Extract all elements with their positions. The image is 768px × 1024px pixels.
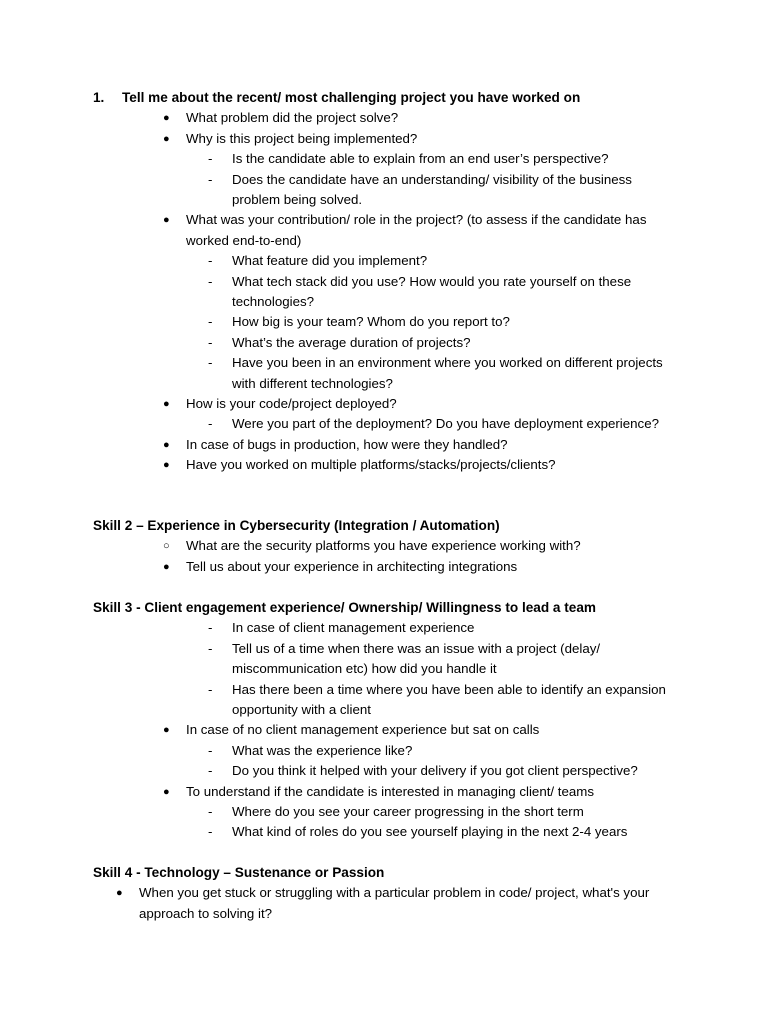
list-item (0, 435, 666, 455)
section-skill4 (0, 863, 768, 924)
item-text: Tell us about your experience in architecting integrations (186, 558, 518, 574)
sub-list-item (0, 333, 672, 353)
item-text: What tech stack did you use? How would you rate yourself on these technologies? (232, 273, 632, 310)
list-item (0, 394, 666, 414)
item-text: Were you part of the deployment? Do you have deployment experience? (232, 416, 659, 432)
sub-list-item (0, 312, 672, 332)
item-text: Where do you see your career progressing in the short term (232, 804, 584, 820)
bullet-marker: ● (163, 398, 170, 411)
bullet-marker: ● (163, 214, 170, 227)
item-text: What was your contribution/ role in the project? (to assess if the candidate has worked end-to-end) (186, 212, 647, 248)
sub-list-item (0, 353, 672, 394)
bullet-marker: ● (163, 438, 170, 451)
dash-marker: - (208, 681, 213, 697)
dash-marker: - (208, 253, 213, 269)
dash-marker: - (208, 416, 213, 432)
item-text: What kind of roles do you see yourself playing in the next 2-4 years (232, 824, 628, 840)
bullet-marker: ● (116, 887, 123, 900)
item-text: What are the security platforms you have experience working with? (186, 538, 581, 554)
list-item (0, 108, 666, 128)
item-text: Does the candidate have an understanding/ visibility of the business problem being solved. (232, 171, 632, 208)
item-text: Have you been in an environment where you worked on different projects with different technologies? (232, 355, 663, 391)
dash-marker: - (208, 824, 213, 840)
list-item (0, 557, 666, 577)
circle-marker: ○ (163, 540, 170, 553)
bullet-marker: ● (163, 785, 170, 798)
heading-text: Skill 4 - Technology – Sustenance or Passion (93, 865, 385, 880)
list-item (0, 455, 666, 475)
item-text: What was the experience like? (232, 742, 413, 758)
bullet-list (0, 108, 768, 475)
sub-list-item (0, 741, 672, 761)
heading-text: Tell me about the recent/ most challenging project you have worked on (122, 90, 581, 105)
sub-list-item (0, 761, 672, 781)
bullet-marker: ● (163, 112, 170, 125)
item-text: Has there been a time where you have been able to identify an expansion opportunity with a client (232, 681, 666, 718)
sub-list-item (0, 822, 672, 842)
bullet-list (0, 536, 768, 577)
dash-marker: - (208, 334, 213, 350)
item-text: Have you worked on multiple platforms/stacks/projects/clients? (186, 457, 556, 473)
item-text: What problem did the project solve? (186, 110, 399, 126)
dash-marker: - (208, 171, 213, 187)
sub-list-item (0, 802, 672, 822)
item-text: How is your code/project deployed? (186, 396, 397, 412)
heading-text: Skill 3 - Client engagement experience/ Ownership/ Willingness to lead a team (93, 600, 596, 615)
item-text: What’s the average duration of projects? (232, 334, 471, 350)
item-text: Tell us of a time when there was an issue with a project (delay/ miscommunication etc) how did you handle it (232, 640, 601, 677)
dash-marker: - (208, 273, 213, 289)
sub-list-item (0, 414, 672, 434)
section-q1 (0, 88, 768, 476)
list-item (0, 536, 666, 556)
sub-list-item (0, 618, 672, 638)
sub-list-item (0, 680, 672, 721)
dash-marker: - (208, 314, 213, 330)
item-text: In case of bugs in production, how were they handled? (186, 436, 508, 452)
item-text: To understand if the candidate is interested in managing client/ teams (186, 783, 595, 799)
list-item (0, 720, 666, 740)
bullet-marker: ● (163, 459, 170, 472)
list-item (0, 782, 666, 802)
section-heading (0, 863, 768, 883)
sub-list-item (0, 639, 672, 680)
section-heading (0, 88, 768, 108)
sub-list-item (0, 272, 672, 313)
section-heading (0, 516, 768, 536)
item-text: Why is this project being implemented? (186, 130, 418, 146)
section-skill2 (0, 516, 768, 577)
dash-marker: - (208, 742, 213, 758)
bullet-marker: ● (163, 560, 170, 573)
bullet-list (0, 618, 768, 842)
list-item (0, 210, 666, 251)
item-text: Do you think it helped with your delivery if you got client perspective? (232, 763, 638, 779)
dash-marker: - (208, 804, 213, 820)
sub-list-item (0, 251, 672, 271)
dash-marker: - (208, 640, 213, 656)
dash-marker: - (208, 620, 213, 636)
heading-text: Skill 2 – Experience in Cybersecurity (Integration / Automation) (93, 518, 500, 533)
item-text: In case of client management experience (232, 620, 475, 636)
list-item (0, 129, 666, 149)
item-text: Is the candidate able to explain from an end user’s perspective? (232, 151, 609, 167)
section-skill3 (0, 598, 768, 843)
dash-marker: - (208, 355, 213, 371)
item-text: In case of no client management experience but sat on calls (186, 722, 540, 738)
item-text: How big is your team? Whom do you report to? (232, 314, 510, 330)
sub-list-item (0, 170, 672, 211)
bullet-marker: ● (163, 132, 170, 145)
section-heading (0, 598, 768, 618)
item-text: When you get stuck or struggling with a particular problem in code/ project, what's your approach to solving it? (139, 885, 650, 921)
sub-list-item (0, 149, 672, 169)
bullet-marker: ● (163, 724, 170, 737)
bullet-list (0, 883, 768, 924)
dash-marker: - (208, 763, 213, 779)
list-item (0, 883, 669, 924)
item-text: What feature did you implement? (232, 253, 428, 269)
heading-number: 1. (93, 90, 105, 105)
dash-marker: - (208, 151, 213, 167)
